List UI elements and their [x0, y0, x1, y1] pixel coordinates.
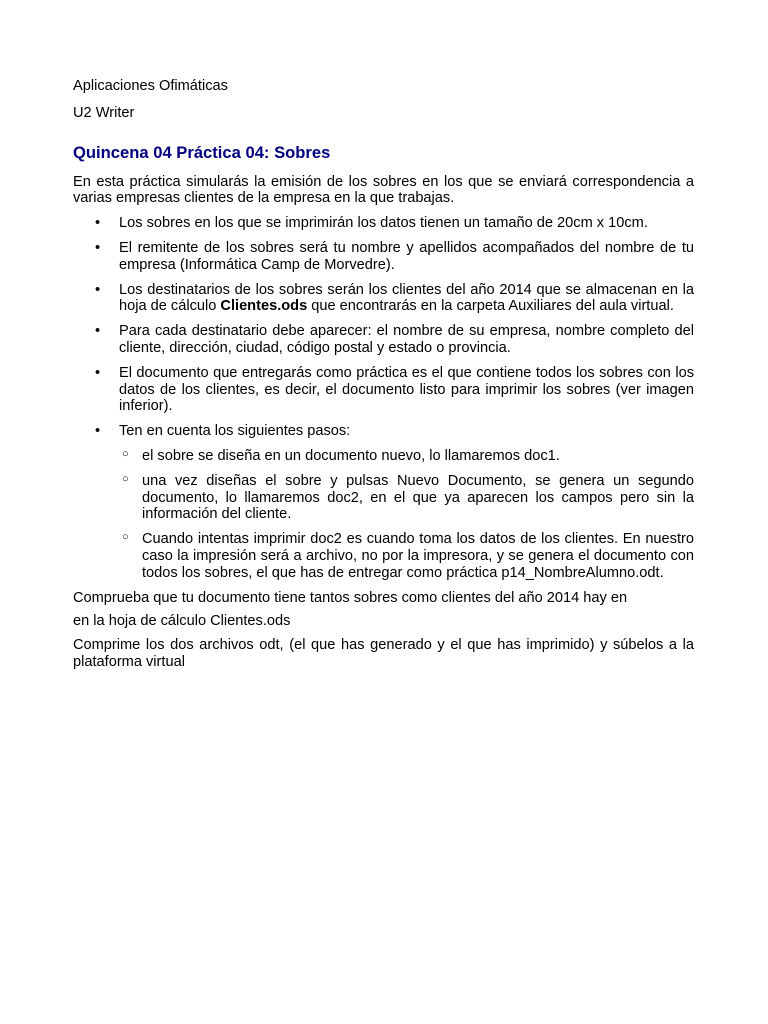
closing-line-2: en la hoja de cálculo Clientes.ods — [73, 613, 291, 630]
requirements-list — [73, 215, 694, 581]
circle-bullet-icon: ○ — [122, 447, 129, 460]
circle-bullet-icon: ○ — [122, 472, 129, 485]
step-text: Cuando intentas imprimir doc2 es cuando toma los datos de los clientes. En nuestro caso la impresión será a archivo, no por la impresora, y se genera el documento con todos los sobres, el que has de entregar como práctica p14_NombreAlumno.odt. — [142, 531, 694, 581]
document-page — [73, 78, 694, 678]
course-name: Aplicaciones Ofimáticas — [73, 78, 228, 94]
list-item-text: El remitente de los sobres será tu nombre y apellidos acompañados del nombre de tu empresa (Informática Camp de Morvedre). — [119, 239, 694, 273]
unit-name: U2 Writer — [73, 104, 135, 121]
list-item-text: Para cada destinatario debe aparecer: el nombre de su empresa, nombre completo del cliente, dirección, ciudad, código postal y estado o provincia. — [119, 323, 694, 356]
list-item-text — [119, 282, 694, 315]
list-item — [73, 240, 694, 274]
list-item-text: El documento que entregarás como práctica es el que contiene todos los sobres con los datos de los clientes, es decir, el documento listo para imprimir los sobres (ver imagen inferior). — [119, 364, 694, 415]
steps-list — [119, 448, 694, 582]
closing-line-1: Comprueba que tu documento tiene tantos sobres como clientes del año 2014 hay en — [73, 589, 628, 606]
list-item-text: Ten en cuenta los siguientes pasos: — [119, 423, 351, 440]
bullet-icon: • — [95, 281, 101, 298]
list-item-text-start: Los destinatarios de los sobres serán los clientes del año 2014 que se almacenan en la hoja de cálculo — [119, 281, 694, 315]
bullet-icon: • — [95, 423, 101, 440]
bullet-icon: • — [95, 364, 101, 381]
page-title: Quincena 04 Práctica 04: Sobres — [73, 142, 331, 162]
list-item — [73, 365, 694, 415]
list-item — [73, 282, 694, 316]
step-item — [119, 473, 694, 523]
list-item-text-end: que encontrarás en la carpeta Auxiliares del aula virtual. — [307, 298, 674, 315]
intro-paragraph: En esta práctica simularás la emisión de los sobres en los que se enviará correspondencia a varias empresas clientes de la empresa en la que trabajas. — [73, 173, 694, 207]
step-item — [119, 448, 694, 465]
step-text: el sobre se diseña en un documento nuevo, lo llamaremos doc1. — [142, 447, 560, 464]
list-item — [73, 323, 694, 357]
list-item — [73, 215, 694, 232]
bullet-icon: • — [95, 239, 101, 256]
list-item — [73, 423, 694, 581]
list-item-text: Los sobres en los que se imprimirán los datos tienen un tamaño de 20cm x 10cm. — [119, 215, 648, 232]
step-item — [119, 531, 694, 581]
circle-bullet-icon: ○ — [122, 531, 129, 544]
bullet-icon: • — [95, 215, 101, 232]
filename-bold: Clientes.ods — [220, 298, 308, 315]
bullet-icon: • — [95, 323, 101, 340]
closing-line-3: Comprime los dos archivos odt, (el que has generado y el que has imprimido) y súbelos a la plataforma virtual — [73, 637, 694, 670]
step-text: una vez diseñas el sobre y pulsas Nuevo Documento, se genera un segundo documento, lo llamaremos doc2, en el que ya aparecen los campos pero sin la información del cliente. — [142, 472, 694, 523]
